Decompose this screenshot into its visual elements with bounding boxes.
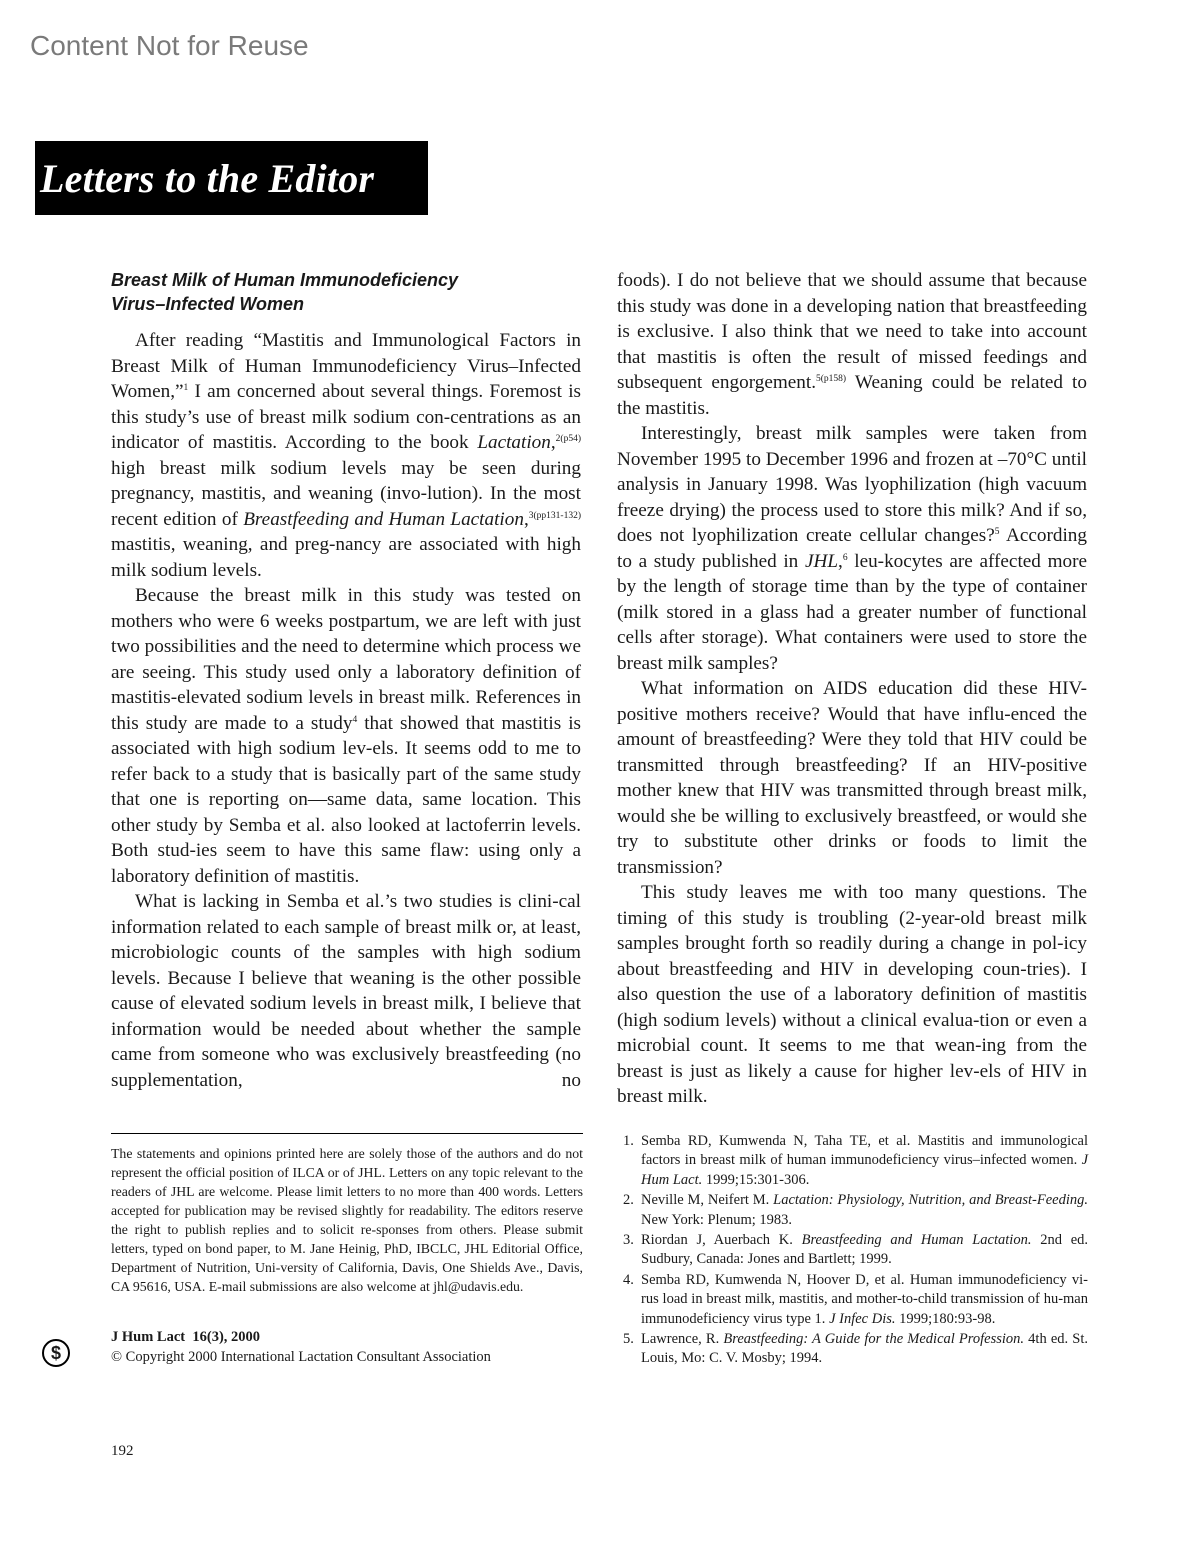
reference-item: 3. Riordan J, Auerbach K. Breastfeeding and Human Lactation. 2nd ed. Sudbury, Canada: Jones and Bartlett; 1999.: [623, 1232, 1089, 1268]
left-column: [111, 268, 581, 1093]
paragraph-5: Interestingly, breast milk samples were taken from November 1995 to December 1996 and frozen at –70°C until analysis in January 1998. Was lyophilization (high vacuum freeze drying) the process used to store this milk? And if so, does not lyophilization create cellular changes?$^5$ According to a study published in JHL,$^6$ leu-kocytes are affected more by the length of storage time than by the type of container (milk stored in a glass had a greater number of functional cells after storage). What containers were used to store the breast milk samples?: [617, 423, 1087, 674]
journal-citation: [111, 1327, 583, 1367]
section-banner: [35, 141, 428, 215]
paragraph-1: After reading “Mastitis and Immunological Factors in Breast Milk of Human Immunodeficiency Virus–Infected Women,”$^1$ I am concerned about several things. Foremost is this study’s use of breast milk sodium con-centrations as an indicator of mastitis. According to the book Lactation,$^{2(p54)}$ high breast milk sodium levels may be seen during pregnancy, mastitis, and weaning (invo-lution). In the most recent edition of Breastfeeding and Human Lactation,$^{3(pp131-132)}$ mastitis, weaning, and preg-nancy are associated with high milk sodium levels.: [111, 330, 581, 581]
paragraph-6: What information on AIDS education did these HIV-positive mothers receive? Would that have influ-enced the amount of breastfeeding? Were they told that HIV could be transmitted through breastfeeding? If an HIV-positive mother knew that HIV was transmitted through breast milk, would she be willing to exclusively breastfeed, or would she try to substitute other drinks or foods to limit the transmission?: [617, 678, 1087, 878]
reference-list: [620, 1132, 1088, 1370]
ref-marker: 2(p54): [555, 434, 581, 444]
journal-volume: 16(3), 2000: [192, 1329, 261, 1345]
ref-marker: 5: [994, 527, 1000, 537]
dollar-icon: $: [42, 1339, 70, 1367]
right-column: [617, 268, 1087, 1110]
reference-item: 5. Lawrence, R. Breastfeeding: A Guide for the Medical Profession. 4th ed. St. Louis, Mo: C. V. Mosby; 1994.: [623, 1331, 1089, 1367]
book-title: Breastfeeding and Human Lactation: [243, 508, 524, 530]
ref-marker: 3(pp131-132): [528, 510, 581, 521]
book-title: Lactation: [477, 432, 551, 453]
journal-name: J Hum Lact: [111, 1329, 186, 1345]
watermark: Content Not for Reuse: [30, 30, 309, 61]
paragraph-4: foods). I do not believe that we should assume that because this study was done in a developing nation that breastfeeding is exclusive. I also think that we need to take into account that mastitis is often the result of missed feedings and subsequent engorgement.$^{5(p158)}$ Weaning could be related to the mastitis.: [617, 270, 1087, 419]
ref-marker: 4: [352, 714, 358, 725]
ref-marker: 1: [183, 383, 189, 393]
letter-title-line1: Breast Milk of Human Immunodeficiency: [111, 270, 459, 290]
copyright: © Copyright 2000 International Lactation Consultant Association: [111, 1349, 491, 1365]
paragraph-7: This study leaves me with too many questions. The timing of this study is troubling (2-year-old breast milk samples brought forth so readily during a change in pol-icy about breastfeeding and HIV in developing coun-tries). I also question the use of a laboratory definition of mastitis (high sodium levels) without a clinical evalua-tion or even a microbial count. It seems to me that wean-ing from the breast is just as likely a cause for higher lev-els of HIV in breast milk.: [617, 882, 1087, 1107]
journal-title: JHL: [804, 550, 839, 572]
reference-item: 2. Neville M, Neifert M. Lactation: Physiology, Nutrition, and Breast-Feeding. New York: Plenum; 1983.: [623, 1192, 1088, 1228]
reference-item: 1. Semba RD, Kumwenda N, Taha TE, et al. Mastitis and immunological factors in breast milk of human immunodeficiency virus–infected women. J Hum Lact. 1999;15:301-306.: [623, 1133, 1088, 1188]
ref-marker: 5(p158): [816, 374, 847, 384]
paragraph-3: What is lacking in Semba et al.’s two studies is clini-cal information related to each sample of breast milk or, at least, microbiologic counts of the samples with high sodium levels. Because I believe that weaning is the other possible cause of elevated sodium levels in breast milk, I believe that information would be needed about whether the sample came from someone who was exclusively breastfeeding (no supplementation, no: [111, 891, 581, 1091]
reference-item: 4. Semba RD, Kumwenda N, Hoover D, et al. Human immunodeficiency vi-rus load in breast milk, mastitis, and mother-to-child transmission of hu-man immunodeficiency virus type 1. J Infec Dis. 1999;180:93-98.: [623, 1271, 1088, 1327]
letter-title: [111, 268, 581, 316]
editorial-note: The statements and opinions printed here are solely those of the authors and do not represent the official position of ILCA or of JHL. Letters on any topic relevant to the readers of JHL are welcome. Please limit letters to no more than 400 words. Letters accepted for publication may be revised slightly for readability. The editors reserve the right to publish replies and to solicit re-sponses from others. Please submit letters, typed on bond paper, to M. Jane Heinig, PhD, IBCLC, JHL Editorial Office, Department of Nutrition, Uni-versity of California, Davis, One Shields Ave., Davis, CA 95616, USA. E-mail submissions are also welcome at jhl@udavis.edu.: [111, 1133, 583, 1296]
letter-title-line2: Virus–Infected Women: [111, 294, 305, 314]
section-title: Letters to the Editor: [40, 155, 375, 201]
ref-marker: 6: [842, 552, 848, 563]
paragraph-2: Because the breast milk in this study was tested on mothers who were 6 weeks postpartum, we are left with just two possibilities and the need to determine which process we are seeing. This study used only a laboratory definition of mastitis-elevated sodium levels in breast milk. References in this study are made to a study$^4$ that showed that mastitis is associated with high sodium lev-els. It seems odd to me to refer back to a study that is basically part of the same study that one is reporting on—same data, same location. This other study by Semba et al. also looked at lactoferrin levels. Both stud-ies seem to have this same flaw: using only a laboratory definition of mastitis.: [111, 585, 581, 887]
page-number: 192: [111, 1443, 134, 1459]
